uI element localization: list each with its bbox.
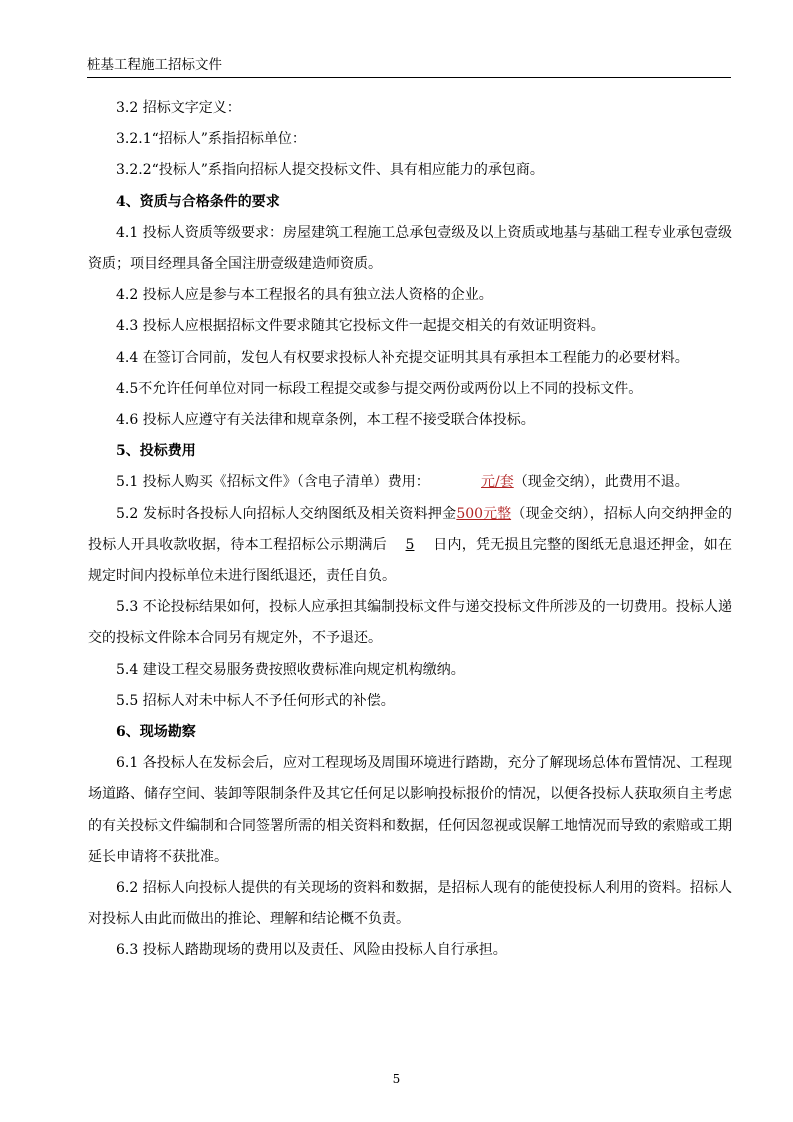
clause-4-2: 4.2 投标人应是参与本工程报名的具有独立法人资格的企业。 xyxy=(116,287,493,304)
section-6-heading: 6、现场勘察 xyxy=(116,724,196,741)
clause-4-6: 4.6 投标人应遵守有关法律和规章条例，本工程不接受联合体投标。 xyxy=(116,412,535,429)
clause-6-3: 6.3 投标人踏勘现场的费用以及责任、风险由投标人自行承担。 xyxy=(116,942,507,959)
header-title: 桩基工程施工招标文件 xyxy=(87,57,222,73)
refund-days-blank: 5 xyxy=(405,536,415,553)
clause-6-2: 6.2 招标人向投标人提供的有关现场的资料和数据，是招标人现有的能使投标人利用的资料。招标人对投标人由此而做出的推论、理解和结论概不负责。 xyxy=(88,880,732,928)
clause-5-1-text-b: （现金交纳），此费用不退。 xyxy=(513,474,689,491)
page-header xyxy=(87,56,731,78)
clause-5-2-text-c: 日内，凭无损且完整的图纸无息退还押金，如在规定时间内投标单位未进行图纸退还，责任自负。 xyxy=(88,536,732,585)
clause-4-5: 4.5不允许任何单位对同一标段工程提交或参与提交两份或两份以上不同的投标文件。 xyxy=(116,380,643,397)
clause-3-2-1: 3.2.1“招标人”系指招标单位： xyxy=(116,131,306,148)
clause-3-2-2: 3.2.2“投标人”系指向招标人提交投标文件、具有相应能力的承包商。 xyxy=(116,162,544,179)
clause-4-4: 4.4 在签订合同前，发包人有权要求投标人补充提交证明其具有承担本工程能力的必要材料。 xyxy=(116,349,689,366)
clause-5-4: 5.4 建设工程交易服务费按照收费标准向规定机构缴纳。 xyxy=(116,661,465,678)
page-number: 5 xyxy=(392,1072,401,1086)
clause-5-3: 5.3 不论投标结果如何，投标人应承担其编制投标文件与递交投标文件所涉及的一切费用。投标人递交的投标文件除本合同另有规定外，不予退还。 xyxy=(88,599,732,647)
clause-4-1: 4.1 投标人资质等级要求：房屋建筑工程施工总承包壹级及以上资质或地基与基础工程专业承包壹级资质；项目经理具备全国注册壹级建造师资质。 xyxy=(88,224,732,273)
deposit-amount-blank: 500元整 xyxy=(456,505,512,522)
document-fee-blank: 元/套 xyxy=(481,474,514,491)
clause-6-1: 6.1 各投标人在发标会后，应对工程现场及周围环境进行踏勘，充分了解现场总体布置情况、工程现场道路、储存空间、装卸等限制条件及其它任何足以影响投标报价的情况，以便各投标人获取须自主考虑的有关投标文件编制和合同签署所需的相关资料和数据，任何因忽视或误解工地情况而导致的索赔或工期延长申请将不获批准。 xyxy=(88,755,732,865)
section-4-heading: 4、资质与合格条件的要求 xyxy=(116,193,280,210)
document-body xyxy=(88,93,732,967)
clause-5-2-text-a: 5.2 发标时各投标人向招标人交纳图纸及相关资料押金 xyxy=(116,505,457,522)
section-5-heading: 5、投标费用 xyxy=(116,443,196,460)
clause-5-5: 5.5 招标人对未中标人不予任何形式的补偿。 xyxy=(116,692,395,709)
clause-3-2: 3.2 招标文字定义： xyxy=(116,100,241,116)
clause-5-1-text-a: 5.1 投标人购买《招标文件》（含电子清单）费用： xyxy=(116,474,430,491)
clause-5-2-text-b: （现金交纳），招标人向交纳押金的投标人开具收款收据，待本工程招标公示期满后 xyxy=(88,505,732,553)
clause-5-2 xyxy=(88,499,732,593)
clause-5-1 xyxy=(88,467,732,498)
clause-4-3: 4.3 投标人应根据招标文件要求随其它投标文件一起提交相关的有效证明资料。 xyxy=(116,318,605,335)
